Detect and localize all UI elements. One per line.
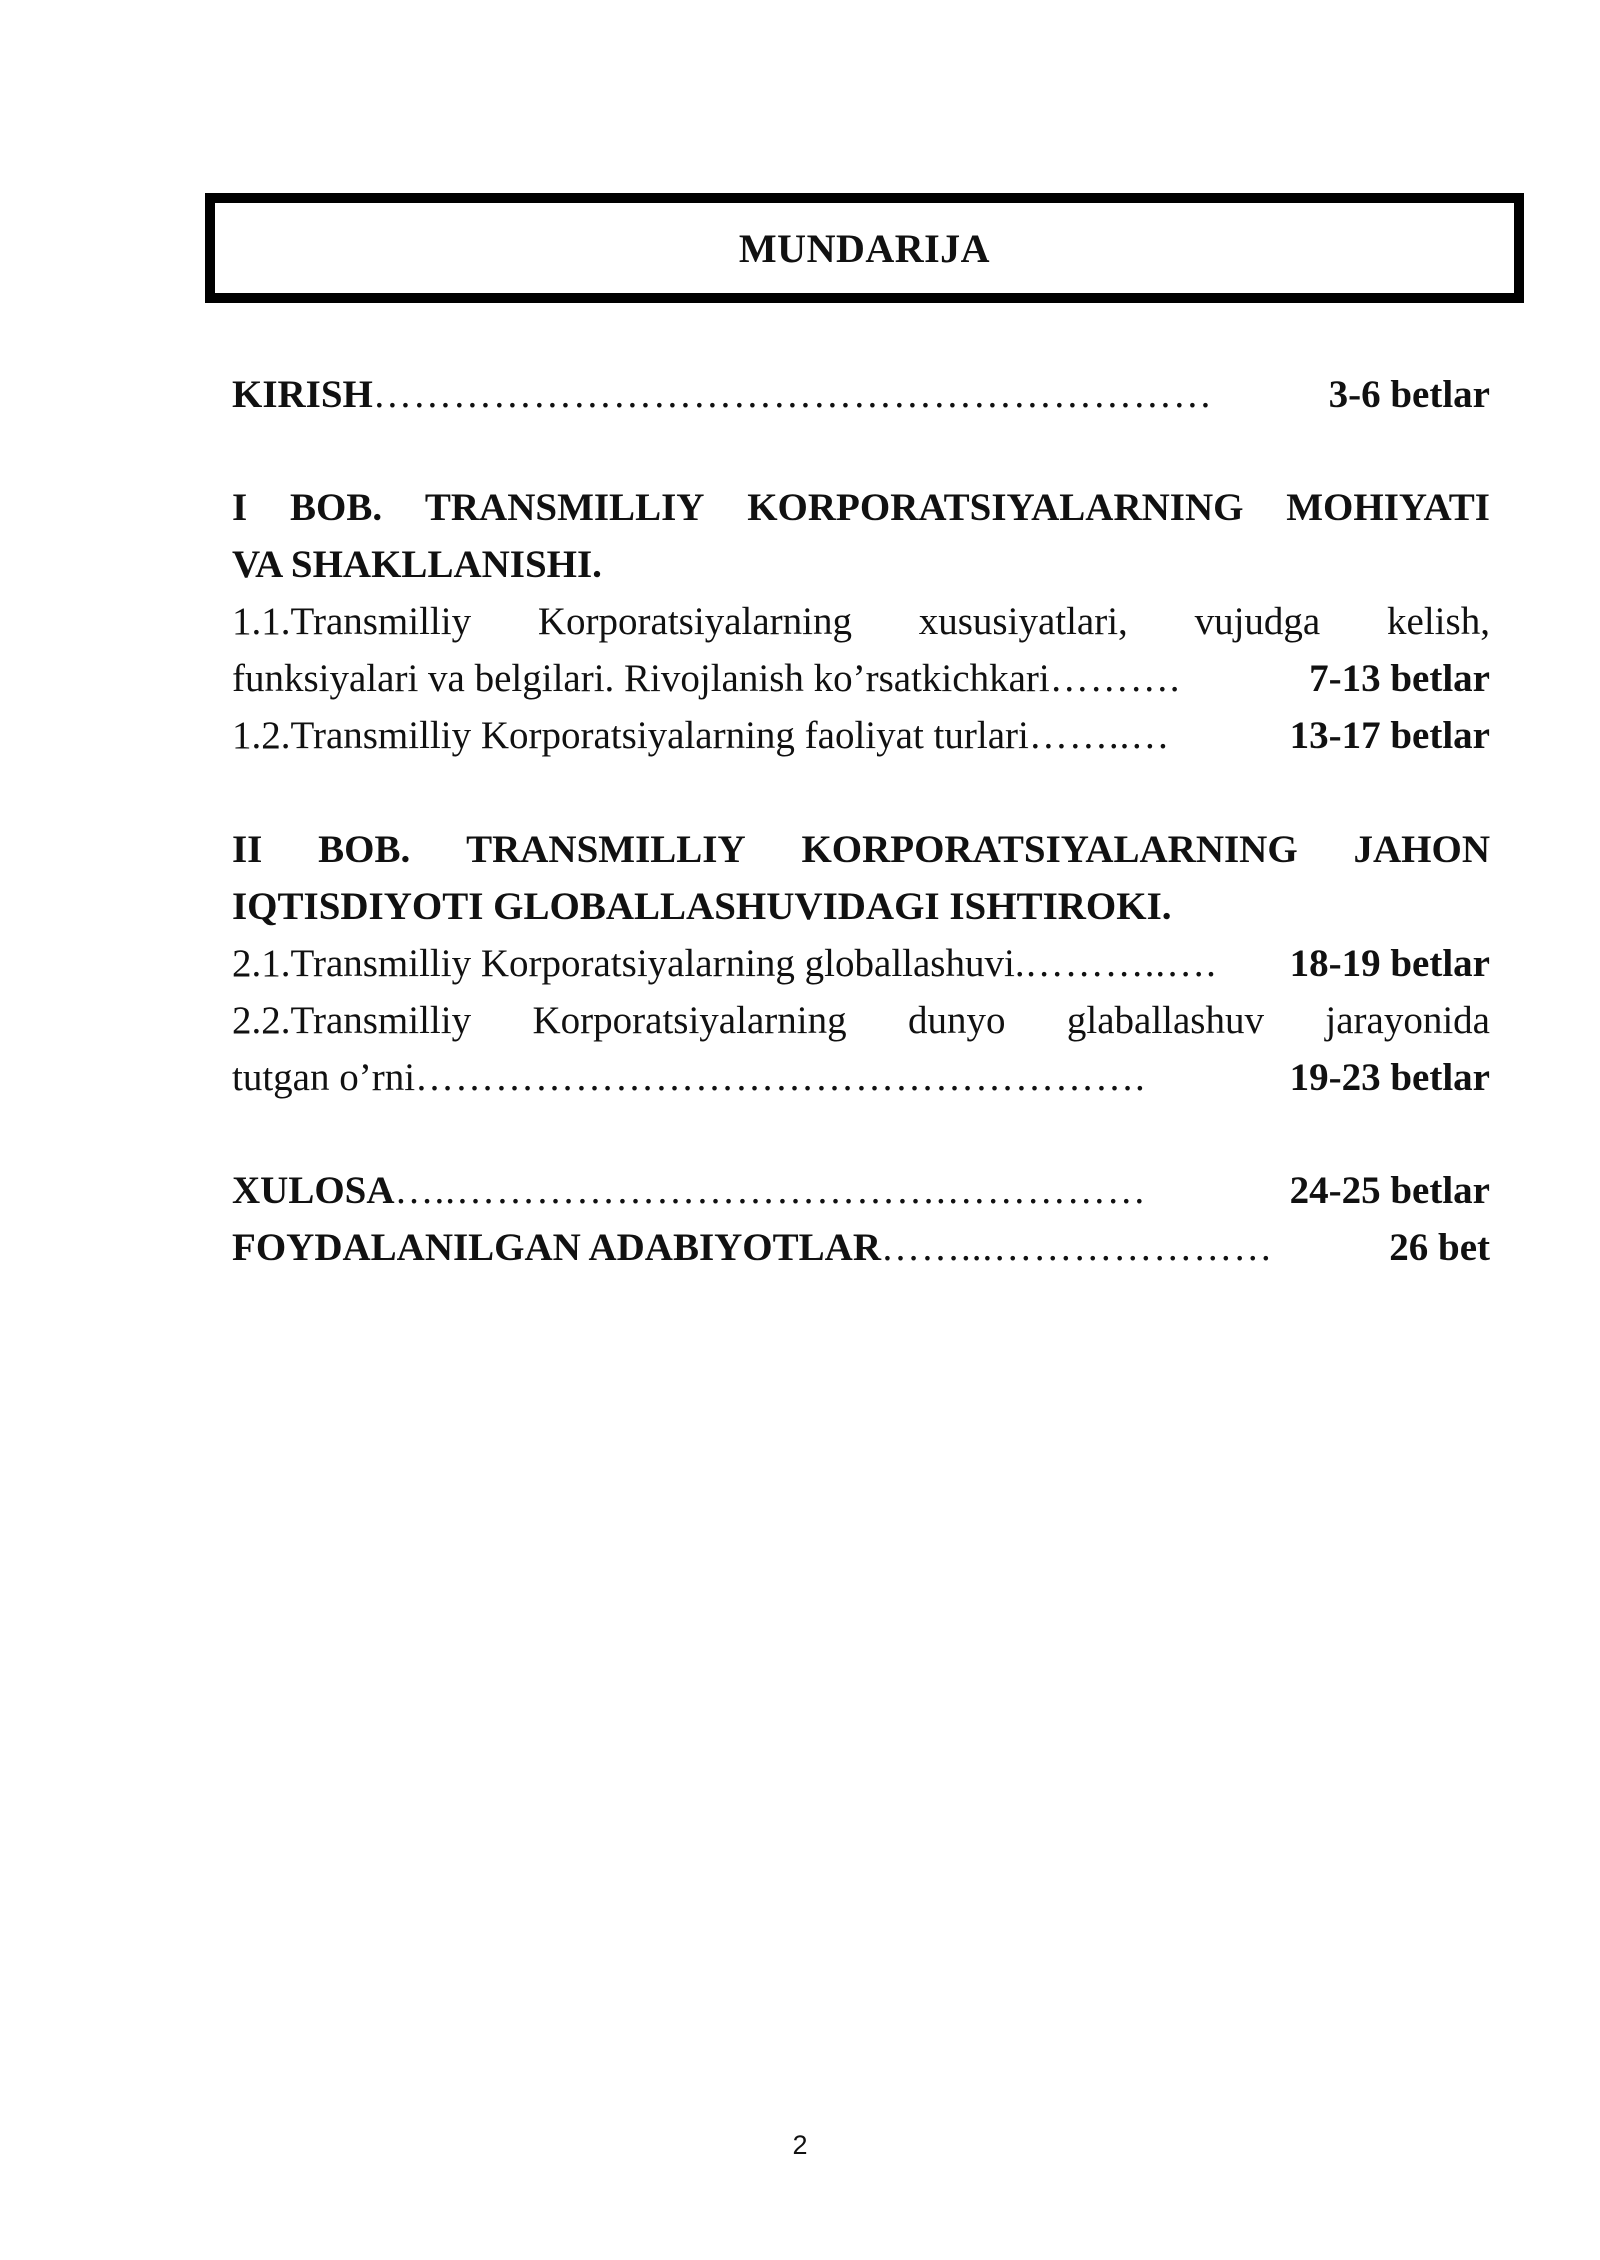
section-word: xususiyatlari,	[918, 600, 1128, 643]
toc-leader-dots: ………..….	[1024, 942, 1217, 985]
toc-page-ref: 18-19 betlar	[1289, 942, 1490, 985]
title-word: KORPORATSIYALARNING	[801, 828, 1298, 871]
toc-leader-dots: ……...…………………	[880, 1226, 1274, 1269]
section-1-1-line-1	[232, 593, 1490, 650]
section-word: Korporatsiyalarning	[537, 600, 852, 643]
toc-chapter-1-block	[232, 479, 1490, 764]
toc-entry-label: funksiyalari va belgilari. Rivojlanish ko’rsatkichkari	[232, 657, 1050, 700]
toc-entry-label: XULOSA	[232, 1169, 395, 1212]
toc-leader-dots: ……..…	[1028, 714, 1171, 757]
title-word: BOB.	[318, 828, 411, 871]
heading-box	[205, 193, 1524, 303]
toc-entry-intro	[232, 366, 1490, 423]
section-word: jarayonida	[1325, 999, 1490, 1042]
title-word: I	[232, 486, 248, 529]
toc-leader-dots: ……………………………………………….	[415, 1056, 1146, 1099]
toc-entry-conclusion	[232, 1162, 1490, 1219]
section-1-2	[232, 707, 1490, 764]
title-word: TRANSMILLIY	[466, 828, 746, 871]
section-2-2-line-2	[232, 1049, 1490, 1106]
title-word: MOHIYATI	[1286, 486, 1490, 529]
toc-chapter-2-block	[232, 821, 1490, 1106]
chapter-2-title-line-2: IQTISDIYOTI GLOBALLASHUVIDAGI ISHTIROKI.	[232, 885, 1172, 928]
title-word: II	[232, 828, 263, 871]
toc-leader-dots: ………………………………………………………	[372, 373, 1213, 416]
page-number: 2	[792, 2130, 808, 2160]
section-2-2-line-1	[232, 992, 1490, 1049]
toc-entry-label: KIRISH	[232, 373, 373, 416]
page-title: MUNDARIJA	[738, 225, 991, 271]
toc-page-ref: 24-25 betlar	[1289, 1169, 1490, 1212]
toc-leader-dots: ……….	[1049, 657, 1181, 700]
toc-page-ref: 26 bet	[1389, 1226, 1490, 1269]
toc-page-ref: 19-23 betlar	[1289, 1056, 1490, 1099]
title-word: TRANSMILLIY	[424, 486, 705, 529]
section-word: glaballashuv	[1066, 999, 1264, 1042]
title-word: BOB.	[289, 486, 383, 529]
section-word: 2.2.Transmilliy	[232, 999, 472, 1042]
toc-page-ref: 13-17 betlar	[1289, 714, 1490, 757]
toc-entry-label: tutgan o’rni	[232, 1056, 416, 1099]
section-word: 1.1.Transmilliy	[232, 600, 472, 643]
toc-closing-block	[232, 1162, 1490, 1276]
toc-entry-references	[232, 1219, 1490, 1276]
section-word: dunyo	[907, 999, 1006, 1042]
toc-page-ref: 3-6 betlar	[1328, 373, 1490, 416]
section-2-1	[232, 935, 1490, 992]
section-word: kelish,	[1387, 600, 1490, 643]
title-word: KORPORATSIYALARNING	[747, 486, 1244, 529]
chapter-1-title-line-2: VA SHAKLLANISHI.	[232, 543, 602, 586]
toc-entry-label: 2.1.Transmilliy Korporatsiyalarning globallashuvi.	[232, 942, 1025, 985]
title-word: JAHON	[1353, 828, 1490, 871]
section-1-1-line-2	[232, 650, 1490, 707]
toc-page-ref: 7-13 betlar	[1309, 657, 1490, 700]
toc-leader-dots: …..……………………………….……………	[394, 1169, 1147, 1212]
chapter-1-title-line-1	[232, 479, 1490, 536]
toc-entry-label: FOYDALANILGAN ADABIYOTLAR	[232, 1226, 881, 1269]
toc-intro-block	[232, 366, 1490, 423]
section-word: Korporatsiyalarning	[532, 999, 847, 1042]
toc-entry-label: 1.2.Transmilliy Korporatsiyalarning faoliyat turlari	[232, 714, 1029, 757]
section-word: vujudga	[1194, 600, 1321, 643]
chapter-2-title-line-1	[232, 821, 1490, 878]
